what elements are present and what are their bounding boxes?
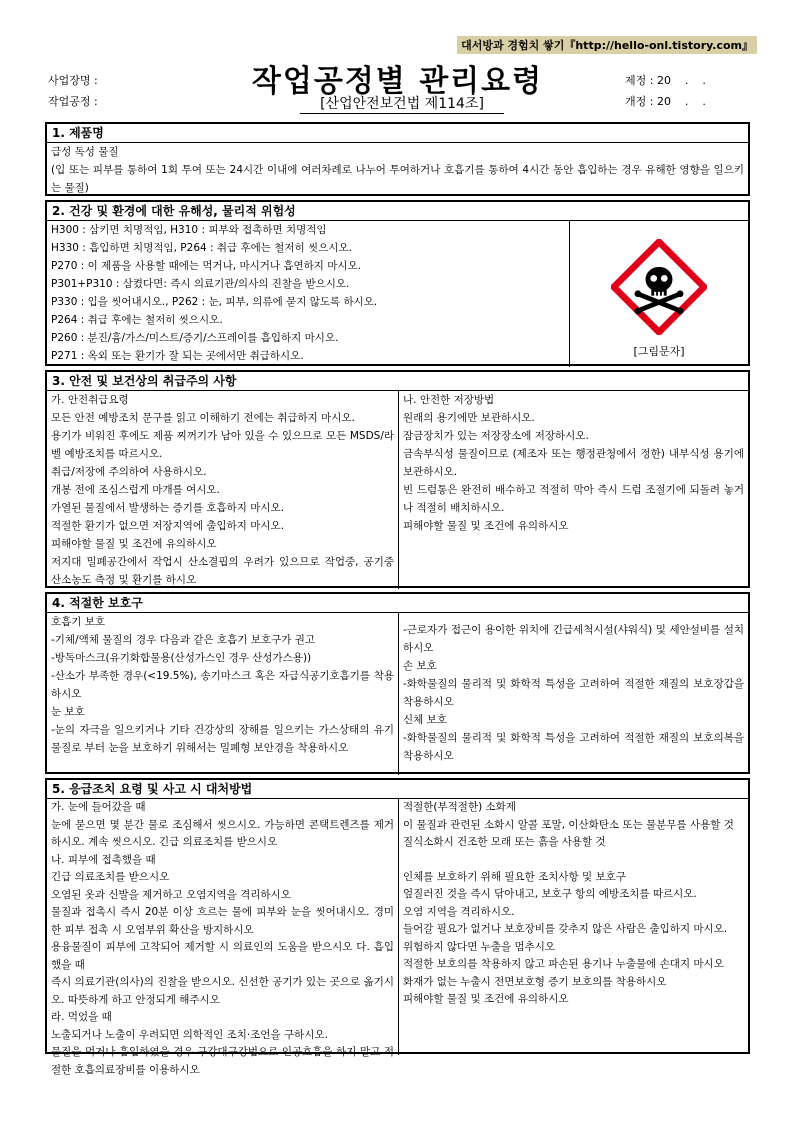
body-text: 빈 드럼통은 완전히 배수하고 적절히 막아 즉시 드럼 조절기에 되돌려 놓거나 적절히 배치하시오. xyxy=(403,484,744,514)
hand-body-protection xyxy=(399,613,748,775)
section-protective-equipment xyxy=(45,592,750,774)
body-text: 질식소화시 건조한 모래 또는 흙을 사용할 것 xyxy=(403,836,606,848)
body-text: 가. 안전취급요령 xyxy=(51,394,129,406)
work-process-label: 작업공정 : xyxy=(48,95,98,108)
pictogram-label: [그림문자] xyxy=(633,345,685,358)
first-aid-measures xyxy=(47,799,399,1076)
body-text: 용기가 비워진 후에도 제품 찌꺼기가 남아 있을 수 있으므로 모든 MSDS/라벨 예방조치를 따르시오. xyxy=(51,430,394,460)
hazard-line: P301+P310 : 삼켰다면: 즉시 의료기관/의사의 진찰을 받으시오. xyxy=(51,278,350,290)
header-left xyxy=(48,70,98,112)
body-text: 피해야할 물질 및 조건에 유의하시오 xyxy=(403,520,569,532)
section-title: 2. 건강 및 환경에 대한 유해성, 물리적 위험성 xyxy=(47,202,748,221)
body-text: 들어갈 필요가 없거나 보호장비를 갖추지 않은 사람은 출입하지 마시오. xyxy=(403,923,728,935)
body-text: 원래의 용기에만 보관하시오. xyxy=(403,412,535,424)
hazard-line: P264 : 취급 후에는 철저히 씻으시오. xyxy=(51,314,223,326)
revised-date: 개정 : 20 . . xyxy=(625,95,706,108)
section-title: 1. 제품명 xyxy=(47,124,748,143)
body-text: -근로자가 접근이 용이한 위치에 긴급세척시설(샤워식) 및 세안설비를 설치하시오 xyxy=(403,624,744,654)
body-text: 노출되거나 노출이 우려되면 의학적인 조치·조언을 구하시오. xyxy=(51,1028,328,1041)
section-title: 4. 적절한 보호구 xyxy=(47,594,748,613)
body-text: 적절한(부적절한) 소화제 xyxy=(403,801,516,813)
body-text: 나. 피부에 접촉했을 때 xyxy=(51,853,156,866)
section-handling xyxy=(45,370,750,588)
body-text: 오염 지역을 격리하시오. xyxy=(403,905,515,918)
body-text: 적절한 환기가 없으면 저장지역에 출입하지 마시오. xyxy=(51,520,285,532)
body-text: 용융물질이 피부에 고착되어 제거할 시 의료인의 도움을 받으시오 다. 흡입했을 때 xyxy=(51,941,394,971)
body-text: 모든 안전 예방조치 문구를 읽고 이해하기 전에는 취급하지 마시오. xyxy=(51,412,355,424)
body-text: 눈에 묻으면 몇 분간 물로 조심해서 씻으시오. 가능하면 콘택트렌즈를 제거하시오. 계속 씻으시오. 긴급 의료조치를 받으시오 xyxy=(51,818,394,848)
respiratory-eye-protection xyxy=(47,613,399,775)
body-text: -눈의 자극을 일으키거나 기타 건강상의 장해를 일으키는 가스상태의 유기물질로 부터 눈을 보호하기 위해서는 밀폐형 보안경을 착용하시오 xyxy=(51,724,394,754)
body-text: 피해야할 물질 및 조건에 유의하시오 xyxy=(403,993,569,1005)
company-name-label: 사업장명 : xyxy=(48,74,98,87)
body-text: 이 물질과 관련된 소화시 알콜 포말, 이산화탄소 또는 물분무를 사용할 것 xyxy=(403,818,734,831)
section-product-name xyxy=(45,122,750,196)
body-text: 피해야할 물질 및 조건에 유의하시오 xyxy=(51,538,217,550)
section-title: 3. 안전 및 보건상의 취급주의 사항 xyxy=(47,372,748,391)
document-subtitle: [산업안전보건법 제114조] xyxy=(300,93,504,114)
body-text: 신체 보호 xyxy=(403,714,447,726)
body-text: 오염된 옷과 신발을 제거하고 오염지역을 격리하시오 xyxy=(51,888,291,901)
document-title: 작업공정별 관리요령 xyxy=(251,64,544,99)
safe-storage xyxy=(399,391,748,589)
body-text: -기체/액체 물질의 경우 다음과 같은 호흡기 보호구가 권고 xyxy=(51,634,315,646)
body-text: 물질을 먹거나 흡입하였을 경우 구강대구강법으로 인공호흡을 하지 말고 적절한 호흡의료장비를 이용하시오 xyxy=(51,1046,394,1076)
body-text: -방독마스크(유기화합물용(산성가스인 경우 산성가스용)) xyxy=(51,652,312,664)
body-text: -화학물질의 물리적 및 화학적 특성을 고려하여 적절한 재질의 보호의복을 착용하시오 xyxy=(403,732,744,762)
hazard-line: P270 : 이 제품을 사용할 때에는 먹거나, 마시거나 흡연하지 마시오. xyxy=(51,260,362,272)
safe-handling xyxy=(47,391,399,589)
body-text: 라. 먹었을 때 xyxy=(51,1011,112,1023)
body-text: 적절한 보호의를 착용하지 않고 파손된 용기나 누출물에 손대지 마시오 xyxy=(403,958,724,970)
header-right xyxy=(625,70,706,112)
body-text: 긴급 의료조치를 받으시오 xyxy=(51,871,170,883)
section-first-aid xyxy=(45,778,750,1076)
hazard-line: H300 : 삼키면 치명적임, H310 : 피부와 접촉하면 치명적임 xyxy=(51,224,327,236)
body-text: 즉시 의료기관(의사)의 진찰을 받으시오. 신선한 공기가 있는 곳으로 옮기시오. 따뜻하게 하고 안정되게 해주시오 xyxy=(51,976,394,1006)
body-text: 저지대 밀폐공간에서 작업시 산소결핍의 우려가 있으므로 작업중, 공기중 산소농도 측정 및 환기를 하시오 xyxy=(51,556,394,586)
body-text: 눈 보호 xyxy=(51,706,85,718)
body-text xyxy=(403,852,744,869)
body-text: 가열된 물질에서 발생하는 증기를 호흡하지 마시오. xyxy=(51,502,285,514)
body-text: 금속부식성 물질이므로 (제조자 또는 행정관청에서 정한) 내부식성 용기에 보관하시오. xyxy=(403,448,744,478)
body-text: 위험하지 않다면 누출을 멈추시오 xyxy=(403,940,556,953)
body-text: 나. 안전한 저장방법 xyxy=(403,394,495,406)
enacted-date: 제정 : 20 . . xyxy=(625,74,706,87)
body-text: 손 보호 xyxy=(403,660,437,672)
body-text: 인체를 보호하기 위해 필요한 조치사항 및 보호구 xyxy=(403,870,626,883)
fire-spill-measures xyxy=(399,799,748,1055)
body-text: 호흡기 보호 xyxy=(51,616,106,628)
body-text: 물질과 접촉시 즉시 20분 이상 흐르는 물에 피부와 눈을 씻어내시오. 경미한 피부 접촉 시 오염부위 확산을 방지하시오 xyxy=(51,906,394,936)
pictogram-box xyxy=(570,221,748,367)
body-text: -산소가 부족한 경우(<19.5%), 송기마스크 혹은 자급식공기호흡기를 착용하시오 xyxy=(51,670,394,700)
section-hazards xyxy=(45,200,750,366)
body-text: 화재가 없는 누출시 전면보호형 증기 보호의를 착용하시오 xyxy=(403,975,667,988)
body-text: 개봉 전에 조심스럽게 마개를 여시오. xyxy=(51,484,220,496)
section-title: 5. 응급조치 요령 및 사고 시 대처방법 xyxy=(47,780,748,799)
body-text: 급성 독성 물질 xyxy=(51,146,119,158)
body-text: 잠금장치가 있는 저장장소에 저장하시오. xyxy=(403,430,589,442)
body-text: -화학물질의 물리적 및 화학적 특성을 고려하여 적절한 재질의 보호장갑을 착용하시오 xyxy=(403,678,744,708)
blog-banner: 대서방과 경험치 쌓기『http://hello-onl.tistory.com』 xyxy=(457,36,757,54)
hazard-line: P330 : 입을 씻어내시오., P262 : 눈, 피부, 의류에 묻지 않도록 하시오. xyxy=(51,296,378,308)
hazard-line: P271 : 옥외 또는 환기가 잘 되는 곳에서만 취급하시오. xyxy=(51,350,304,362)
body-text: 가. 눈에 들어갔을 때 xyxy=(51,801,146,813)
hazard-line: P260 : 분진/흄/가스/미스트/증기/스프레이를 흡입하지 마시오. xyxy=(51,332,339,344)
hazard-statements xyxy=(47,221,570,367)
body-text: (입 또는 피부를 통하여 1회 투여 또는 24시간 이내에 여러차례로 나누어 투여하거나 호흡기를 통하여 4시간 동안 흡입하는 경우 유해한 영향을 일으키는 물질) xyxy=(51,164,744,194)
hazard-line: H330 : 흡입하면 치명적임, P264 : 취급 후에는 철저히 씻으시오. xyxy=(51,242,352,254)
body-text: 엎질러진 것을 즉시 닦아내고, 보호구 항의 예방조치를 따르시오. xyxy=(403,888,697,900)
body-text: 취급/저장에 주의하여 사용하시오. xyxy=(51,466,207,478)
skull-crossbones-icon xyxy=(611,239,707,335)
